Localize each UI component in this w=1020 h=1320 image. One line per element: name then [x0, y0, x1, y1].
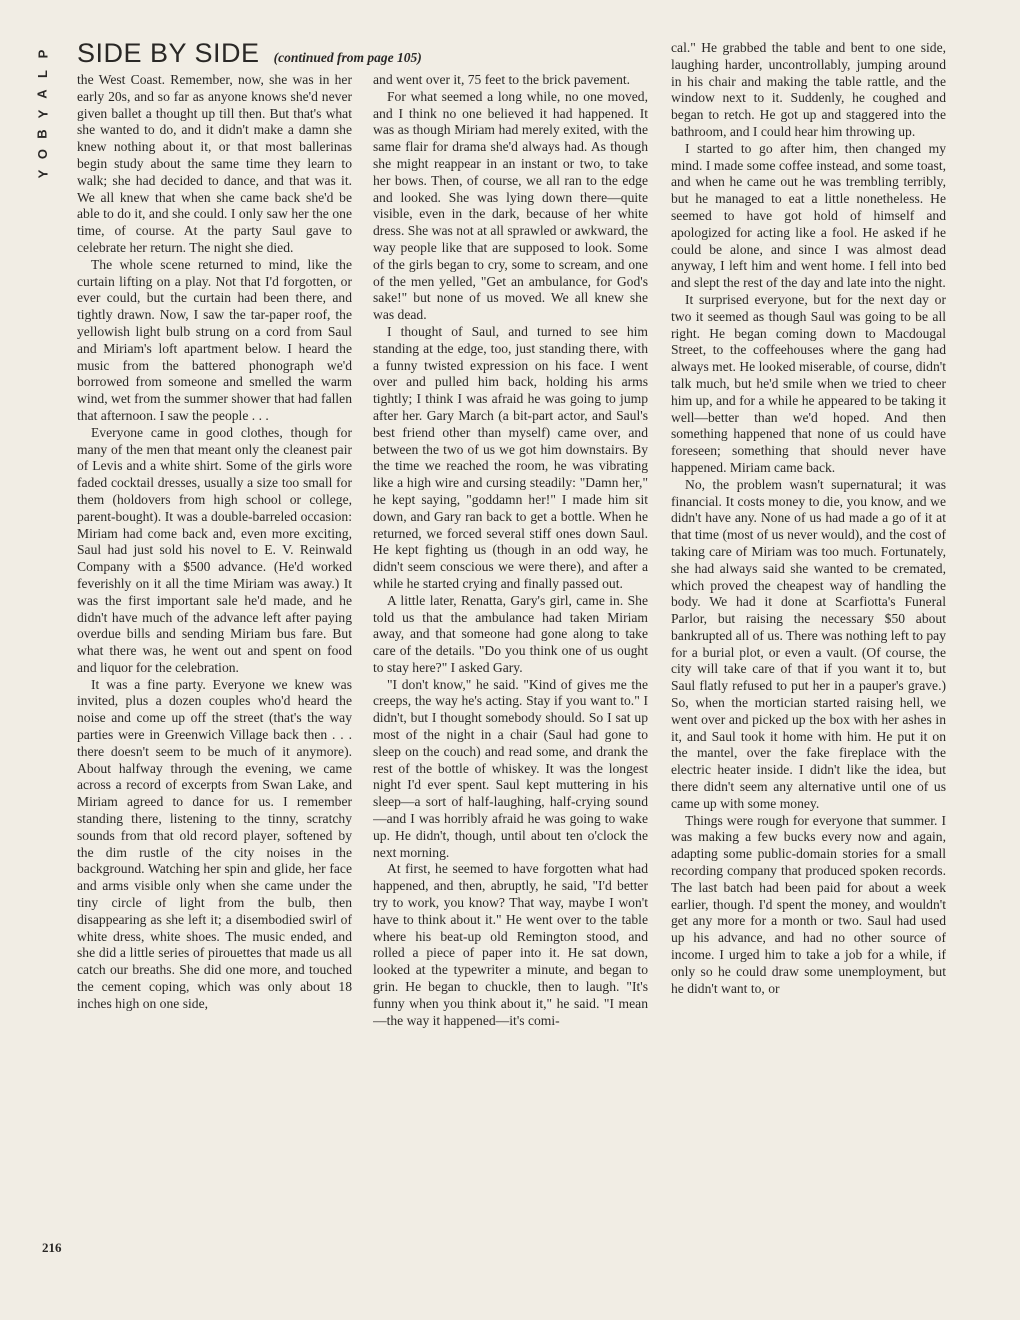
- masthead-letter: Y: [34, 109, 50, 119]
- text-column-3: [671, 40, 946, 1262]
- masthead-letter: L: [34, 70, 50, 78]
- paragraph: Everyone came in good clothes, though for many of the men that meant only the cleanest pair of Levis and a white shirt. Some of the girls wore faded cocktail dresses, usually a size too small for them (holdovers from high school or college, parent-bought). It was a double-barreled occasion: Miriam had come back and, even more exciting, Saul had just sold his novel to E. V. Reinwald Company with a $500 advance. (He'd worked feverishly on it all the time Miriam was away.) It was the first important sale he'd made, and he didn't have much of the advance left after paying overdue bills and sending Miriam bus fare. But what there was, he went out and spent on food and liquor for the celebration.: [77, 424, 352, 675]
- paragraph: Things were rough for everyone that summer. I was making a few bucks every now and again, adapting some public-domain stories for a small recording company that produced spoken records. The last batch had been paid for about a week earlier, though. I'd spent the money, and wouldn't get any more for a month or two. Saul had used up his advance, and had no other source of income. I urged him to take a job for a while, if only so he could draw some unemployment, but he didn't want to, or: [671, 812, 946, 996]
- text-column-1: [77, 72, 352, 1262]
- paragraph: No, the problem wasn't supernatural; it was financial. It costs money to die, you know, and we didn't have any. None of us had made a go of it at that time (most of us never would), and the cost of taking care of Miriam was too much. Fortunately, she had always said she wanted to be cremated, which proved the cheapest way of handling the body. We had it done at Scarfiotta's Funeral Parlor, but raising the necessary $50 about bankrupted all of us. There was nothing left to pay for a burial plot, or even a vault. (Of course, the city will take care of that if you want it to, but Saul flatly refused to put her in a pauper's grave.) So, when the mortician started raising hell, we went over and picked up the box with her ashes in it, and Saul took it home with him. He put it on the mantel, over the fake fireplace with the electric heater inside. I didn't like the idea, but there didn't seem any alternative until one of us came up with some money.: [671, 476, 946, 811]
- masthead-letter: A: [34, 89, 50, 99]
- article-title: SIDE BY SIDE: [77, 38, 260, 68]
- masthead-letter: P: [34, 49, 50, 59]
- paragraph: A little later, Renatta, Gary's girl, came in. She told us that the ambulance had taken Miriam away, and that someone had gone along to take care of the details. "Do you think one of us ought to stay here?" I asked Gary.: [373, 592, 648, 675]
- article-header: [77, 38, 422, 72]
- paragraph: It was a fine party. Everyone we knew was invited, plus a dozen couples who'd heard the noise and come up off the street (that's the way parties were in Greenwich Village back then . . . there doesn't seem to be much of it anymore). About halfway through the evening, we came across a record of excerpts from Swan Lake, and Miriam agreed to dance for us. I remember standing there, listening to the tinny, scratchy sounds from that old record player, softened by the dim rustle of the city noises in the background. Watching her spin and glide, her face and arms visible only when she came under the tiny circle of light from the bulb, then disappearing as she left it; a disembodied swirl of white dress, white shoes. The music ended, and she did a little series of pirouettes that made us all catch our breaths. She did one more, and touched the cement coping, which was only about 18 inches high on one side,: [77, 676, 352, 1011]
- paragraph: It surprised everyone, but for the next day or two it seemed as though Saul was going to be all right. He began coming down to Macdougal Street, to the coffeehouses where the gang had always met. He looked miserable, of course, didn't talk much, but he'd smile when we tried to cheer him up, and for a while he appeared to be taking it well—better than we'd hoped. And then something happened that none of us could have foreseen; something that should never have happened. Miriam came back.: [671, 291, 946, 475]
- masthead-letter: Y: [34, 169, 50, 179]
- masthead-letter: O: [35, 148, 50, 160]
- paragraph: I started to go after him, then changed my mind. I made some coffee instead, and some toast, and when he came out he was trembling terribly, but he managed to eat a little nonetheless. He seemed to have got hold of himself and apologized for acting like a fool. He asked if he could be alone, and since I was almost dead anyway, I left him and went home. I fell into bed and slept the rest of the day and late into the night.: [671, 140, 946, 291]
- paragraph: and went over it, 75 feet to the brick pavement.: [373, 72, 631, 87]
- page-number: 216: [42, 1240, 62, 1255]
- paragraph: At first, he seemed to have forgotten what had happened, and then, abruptly, he said, "I'd better try to work, you know? That way, maybe I won't have to think about it." He went over to the table where his beat-up old Remington stood, and rolled a piece of paper into it. He sat down, looked at the typewriter a minute, and began to grin. He began to chuckle, then to laugh. "It's funny when you think about it," he said. "I mean—the way it happened—it's comi-: [373, 861, 648, 1028]
- paragraph: "I don't know," he said. "Kind of gives me the creeps, the way he's acting. Stay if you want to." I didn't, but I thought somebody should. So I sat up most of the night in a chair (Saul had gone to sleep on the couch) and read some, and drank the rest of the bottle of whiskey. It was the longest night I'd ever spent. Saul kept muttering in his sleep—a sort of half-laughing, half-crying sound—and I was horribly afraid he was going to wake up. He didn't, though, until about ten o'clock the next morning.: [373, 676, 648, 860]
- paragraph: The whole scene returned to mind, like the curtain lifting on a play. Not that I'd forgotten, or ever could, but the curtain had been there, and tightly drawn. Now, I saw the tar-paper roof, the yellowish light bulb strung on a cord from Saul and Miriam's loft apartment below. I heard the music from the battered phonograph we'd borrowed from someone and smelled the warm wind, wet from the summer shower that had fallen that afternoon. I saw the people . . .: [77, 256, 352, 423]
- masthead-letter: B: [34, 129, 50, 139]
- paragraph: For what seemed a long while, no one moved, and I think no one believed it had happened. It was as though Miriam had merely exited, with the same flair for drama she'd always had. As though she might reappear in an instant or two, to take her bows. Then, of course, we all ran to the edge and looked. She was lying down there—quite visible, even in the dark, because of her white dress. She was not at all sprawled or awkward, the way people like that are supposed to look. Some of the girls began to cry, some to scream, and one of the men yelled, "Get an ambulance, for God's sake!" but none of us moved. We all knew she was dead.: [373, 88, 648, 323]
- paragraph: cal." He grabbed the table and bent to one side, laughing harder, uncontrollably, jumping around in his chair and making the table rattle, and the window next to it. Suddenly, he coughed and began to retch. He got up and staggered into the bathroom, and I could hear him throwing up.: [671, 40, 946, 139]
- continued-note: (continued from page 105): [273, 50, 422, 65]
- playboy-masthead-vertical: [32, 44, 54, 184]
- paragraph: the West Coast. Remember, now, she was in her early 20s, and so far as anyone knows she'd never given ballet a thought up till then. But that's what she wanted to do, and it didn't make a damn she knew nothing about it, or that most ballerinas begin study about the same time they learn to walk; she had decided to dance, and that was it. We all knew that when she came back she'd be able to do it, and she could. I only saw her the one time, of course. At the party Saul gave to celebrate her return. The night she died.: [77, 72, 352, 255]
- text-column-2: [373, 72, 648, 1262]
- paragraph: I thought of Saul, and turned to see him standing at the edge, too, just standing there, with a funny twisted expression on his face. I went over and pulled him back, holding his arms tightly; I think I was afraid he was going to jump after her. Gary March (a bit-part actor, and Saul's best friend other than myself) came over, and between the two of us we got him downstairs. By the time we reached the room, he was vibrating like a high wire and cursing steadily: "Damn her," he kept saying, "goddamn her!" I made him sit down, and Gary ran back to get a bottle. When he returned, we forced several stiff ones down Saul. He kept fighting us (though in an odd way, he didn't seem conscious we were there), and after a while he started crying and finally passed out.: [373, 323, 648, 591]
